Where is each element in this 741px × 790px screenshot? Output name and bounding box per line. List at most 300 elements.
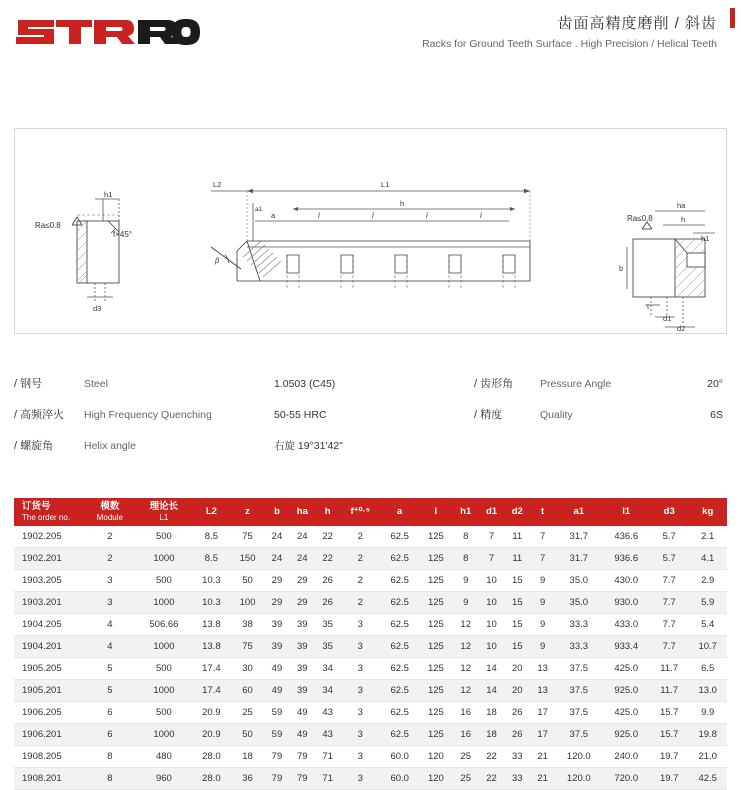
cell-order-no: 1905.205 <box>14 658 84 680</box>
table-cell: 15 <box>504 636 530 658</box>
table-cell: 34 <box>315 680 340 702</box>
table-cell: 50 <box>231 570 265 592</box>
table-row <box>14 768 727 790</box>
table-cell: 62.5 <box>380 658 418 680</box>
col-l2: L2 <box>192 498 230 526</box>
table-cell: 5 <box>84 658 136 680</box>
table-row <box>14 592 727 614</box>
table-row <box>14 724 727 746</box>
table-cell: 3 <box>340 724 380 746</box>
table-cell: 1000 <box>136 636 192 658</box>
table-cell: 24 <box>289 548 315 570</box>
table-cell: 3 <box>340 768 380 790</box>
table-cell: 62.5 <box>380 636 418 658</box>
table-cell: 35 <box>315 636 340 658</box>
cell-order-no: 1906.205 <box>14 702 84 724</box>
col-order-no-en: The order no. <box>22 512 71 522</box>
page-title-en: Racks for Ground Teeth Surface . High Precision / Helical Teeth <box>422 38 717 50</box>
technical-drawing-panel <box>14 128 727 334</box>
col-h: h <box>315 498 340 526</box>
table-cell: 10.3 <box>192 592 230 614</box>
table-cell: 925.0 <box>603 680 650 702</box>
table-cell: 62.5 <box>380 548 418 570</box>
table-cell: 430.0 <box>603 570 650 592</box>
table-cell: 35.0 <box>555 592 602 614</box>
col-l: l <box>419 498 453 526</box>
table-cell: 8 <box>453 526 479 548</box>
table-cell: 15.7 <box>650 702 688 724</box>
table-cell: 125 <box>419 614 453 636</box>
table-cell: 39 <box>289 636 315 658</box>
table-cell: 720.0 <box>603 768 650 790</box>
spec-row <box>14 406 727 422</box>
table-cell: 500 <box>136 570 192 592</box>
cell-order-no: 1903.201 <box>14 592 84 614</box>
table-cell: 71 <box>315 746 340 768</box>
table-cell: 62.5 <box>380 570 418 592</box>
spec-label-cn: / 钢号 <box>14 378 43 390</box>
svg-text:ha: ha <box>677 201 686 210</box>
table-cell: 37.5 <box>555 658 602 680</box>
cell-order-no: 1902.201 <box>14 548 84 570</box>
table-cell: 2.1 <box>688 526 727 548</box>
table-cell: 6 <box>84 724 136 746</box>
table-cell: 42.5 <box>688 768 727 790</box>
svg-text:h1: h1 <box>701 234 710 243</box>
spec-row <box>14 375 727 391</box>
spec-value: 右旋 19°31'42" <box>274 440 343 452</box>
table-cell: 26 <box>504 702 530 724</box>
svg-text:L2: L2 <box>213 180 222 189</box>
svg-text:h: h <box>681 215 686 224</box>
table-cell: 62.5 <box>380 702 418 724</box>
table-cell: 930.0 <box>603 592 650 614</box>
table-cell: 30 <box>231 658 265 680</box>
table-cell: 37.5 <box>555 702 602 724</box>
table-cell: 43 <box>315 702 340 724</box>
table-cell: 24 <box>289 526 315 548</box>
table-cell: 8.5 <box>192 548 230 570</box>
table-cell: 120 <box>419 768 453 790</box>
table-cell: 39 <box>289 680 315 702</box>
table-cell: 26 <box>504 724 530 746</box>
table-cell: 59 <box>265 702 290 724</box>
table-cell: 3 <box>84 570 136 592</box>
technical-drawing <box>15 129 726 333</box>
table-cell: 24 <box>265 548 290 570</box>
table-cell: 60.0 <box>380 746 418 768</box>
table-cell: 62.5 <box>380 526 418 548</box>
table-cell: 433.0 <box>603 614 650 636</box>
svg-text:b: b <box>619 264 624 273</box>
col-z: z <box>231 498 265 526</box>
table-cell: 29 <box>289 592 315 614</box>
table-cell: 14 <box>479 680 505 702</box>
table-cell: 37.5 <box>555 724 602 746</box>
table-cell: 1000 <box>136 592 192 614</box>
table-row <box>14 658 727 680</box>
table-cell: 33 <box>504 746 530 768</box>
specification-table <box>14 498 727 790</box>
svg-text:h: h <box>400 199 405 208</box>
table-cell: 9.9 <box>688 702 727 724</box>
table-cell: 1000 <box>136 680 192 702</box>
col-order-no-cn: 订货号 <box>22 501 51 512</box>
table-cell: 15 <box>504 570 530 592</box>
col-l1-en: L1 <box>159 512 169 522</box>
table-cell: 125 <box>419 526 453 548</box>
table-cell: 2 <box>84 548 136 570</box>
spec-label-en: Helix angle <box>84 440 136 452</box>
table-cell: 125 <box>419 702 453 724</box>
table-cell: 31.7 <box>555 548 602 570</box>
spec-label2-cn: / 齿形角 <box>474 378 514 390</box>
table-cell: 13 <box>530 658 555 680</box>
spec-value: 1.0503 (C45) <box>274 378 336 390</box>
table-cell: 10.7 <box>688 636 727 658</box>
table-cell: 17.4 <box>192 658 230 680</box>
table-cell: 11.7 <box>650 680 688 702</box>
table-cell: 22 <box>315 526 340 548</box>
table-cell: 7.7 <box>650 570 688 592</box>
table-cell: 13.0 <box>688 680 727 702</box>
svg-text:β: β <box>215 256 220 265</box>
table-cell: 16 <box>453 702 479 724</box>
table-header <box>14 498 727 526</box>
table-cell: 7.7 <box>650 636 688 658</box>
specifications-block <box>14 375 727 468</box>
table-cell: 33.3 <box>555 636 602 658</box>
table-cell: 2.9 <box>688 570 727 592</box>
table-cell: 22 <box>479 746 505 768</box>
page-title-cn: 齿面高精度磨削 / 斜齿 <box>557 15 717 32</box>
table-cell: 3 <box>340 702 380 724</box>
table-cell: 49 <box>265 680 290 702</box>
table-cell: 25 <box>231 702 265 724</box>
svg-text:Ra≤0.8: Ra≤0.8 <box>627 214 653 223</box>
table-cell: 15 <box>504 592 530 614</box>
table-cell: 120.0 <box>555 746 602 768</box>
table-cell: 925.0 <box>603 724 650 746</box>
table-cell: 425.0 <box>603 702 650 724</box>
table-cell: 35 <box>315 614 340 636</box>
table-cell: 25 <box>453 746 479 768</box>
table-cell: 125 <box>419 592 453 614</box>
table-cell: 11 <box>504 548 530 570</box>
table-cell: 125 <box>419 636 453 658</box>
table-cell: 26 <box>315 570 340 592</box>
table-cell: 13 <box>530 680 555 702</box>
table-cell: 18 <box>479 702 505 724</box>
table-cell: 7 <box>530 526 555 548</box>
table-cell: 500 <box>136 526 192 548</box>
table-row <box>14 746 727 768</box>
table-cell: 3 <box>340 680 380 702</box>
table-cell: 49 <box>289 724 315 746</box>
table-cell: 2 <box>84 526 136 548</box>
table-cell: 13.8 <box>192 636 230 658</box>
table-cell: 28.0 <box>192 746 230 768</box>
table-cell: 500 <box>136 702 192 724</box>
table-cell: 18 <box>231 746 265 768</box>
table-cell: 43 <box>315 724 340 746</box>
table-cell: 125 <box>419 548 453 570</box>
table-cell: 120.0 <box>555 768 602 790</box>
table-cell: 3 <box>340 614 380 636</box>
table-cell: 21 <box>530 768 555 790</box>
table-cell: 2 <box>340 548 380 570</box>
table-cell: 436.6 <box>603 526 650 548</box>
col-kg: kg <box>688 498 727 526</box>
table-cell: 31.7 <box>555 526 602 548</box>
table-cell: 60.0 <box>380 768 418 790</box>
table-cell: 7 <box>479 548 505 570</box>
svg-text:l: l <box>426 211 428 220</box>
col-h1: h1 <box>453 498 479 526</box>
table-cell: 20.9 <box>192 702 230 724</box>
table-cell: 9 <box>453 592 479 614</box>
table-cell: 125 <box>419 680 453 702</box>
spec-label-cn: / 高频淬火 <box>14 409 65 421</box>
table-cell: 15 <box>504 614 530 636</box>
table-cell: 17.4 <box>192 680 230 702</box>
table-cell: 5.4 <box>688 614 727 636</box>
svg-text:a1: a1 <box>255 206 263 213</box>
col-l1-cn: 理论长 <box>149 501 179 512</box>
table-cell: 3 <box>84 592 136 614</box>
table-cell: 79 <box>289 768 315 790</box>
table-cell: 39 <box>289 614 315 636</box>
table-cell: 425.0 <box>603 658 650 680</box>
table-cell: 4 <box>84 614 136 636</box>
cell-order-no: 1906.201 <box>14 724 84 746</box>
table-cell: 8 <box>84 768 136 790</box>
cell-order-no: 1903.205 <box>14 570 84 592</box>
col-a1: a1 <box>555 498 602 526</box>
table-cell: 17 <box>530 724 555 746</box>
col-b: b <box>265 498 290 526</box>
table-cell: 2 <box>340 570 380 592</box>
table-cell: 14 <box>479 658 505 680</box>
table-cell: 480 <box>136 746 192 768</box>
cell-order-no: 1908.201 <box>14 768 84 790</box>
table-row <box>14 702 727 724</box>
svg-text:l: l <box>318 211 320 220</box>
table-cell: 11 <box>504 526 530 548</box>
table-cell: 100 <box>231 592 265 614</box>
table-cell: 21.0 <box>688 746 727 768</box>
table-cell: 79 <box>265 746 290 768</box>
table-cell: 506.66 <box>136 614 192 636</box>
table-cell: 33.3 <box>555 614 602 636</box>
table-cell: 20 <box>504 658 530 680</box>
table-cell: 7.7 <box>650 592 688 614</box>
table-cell: 6 <box>84 702 136 724</box>
table-header-row <box>14 498 727 526</box>
spec-label2-cn: / 精度 <box>474 409 503 421</box>
table-row <box>14 570 727 592</box>
table-cell: 125 <box>419 658 453 680</box>
col-d1: d1 <box>479 498 505 526</box>
table-cell: 19.7 <box>650 768 688 790</box>
page-header <box>0 0 741 62</box>
table-cell: 6.5 <box>688 658 727 680</box>
cell-order-no: 1904.205 <box>14 614 84 636</box>
table-cell: 39 <box>265 636 290 658</box>
table-cell: 120 <box>419 746 453 768</box>
table-cell: 12 <box>453 680 479 702</box>
table-cell: 29 <box>289 570 315 592</box>
table-cell: 24 <box>265 526 290 548</box>
table-cell: 5 <box>84 680 136 702</box>
spec-label-en: High Frequency Quenching <box>84 409 212 421</box>
svg-text:h1: h1 <box>104 190 113 199</box>
table-row <box>14 548 727 570</box>
table-cell: 933.4 <box>603 636 650 658</box>
table-cell: 21 <box>530 746 555 768</box>
table-cell: 7.7 <box>650 614 688 636</box>
table-cell: 7 <box>530 548 555 570</box>
table-cell: 9 <box>530 570 555 592</box>
col-t: t <box>530 498 555 526</box>
table-cell: 1000 <box>136 548 192 570</box>
table-cell: 5.7 <box>650 548 688 570</box>
col-d2: d2 <box>504 498 530 526</box>
table-cell: 50 <box>231 724 265 746</box>
table-cell: 3 <box>340 746 380 768</box>
cell-order-no: 1905.201 <box>14 680 84 702</box>
table-cell: 3 <box>340 636 380 658</box>
table-cell: 240.0 <box>603 746 650 768</box>
table-cell: 15.7 <box>650 724 688 746</box>
table-cell: 9 <box>530 614 555 636</box>
table-cell: 5.7 <box>650 526 688 548</box>
header-title-block <box>422 12 717 50</box>
table-cell: 13.8 <box>192 614 230 636</box>
svg-text:L1: L1 <box>381 180 390 189</box>
table-cell: 11.7 <box>650 658 688 680</box>
table-cell: 19.7 <box>650 746 688 768</box>
table-cell: 37.5 <box>555 680 602 702</box>
table-cell: 39 <box>265 614 290 636</box>
col-l1b: l1 <box>603 498 650 526</box>
spec-row <box>14 437 727 453</box>
table-cell: 20 <box>504 680 530 702</box>
spec-label2-en: Pressure Angle <box>540 378 612 390</box>
table-cell: 29 <box>265 570 290 592</box>
table-cell: 25 <box>453 768 479 790</box>
table-cell: 19.8 <box>688 724 727 746</box>
col-order-no <box>14 498 84 526</box>
table-cell: 35.0 <box>555 570 602 592</box>
table-cell: 4 <box>84 636 136 658</box>
table-cell: 125 <box>419 724 453 746</box>
table-cell: 1000 <box>136 724 192 746</box>
specification-table-wrapper <box>14 498 727 790</box>
table-row <box>14 526 727 548</box>
header-accent-bar <box>730 8 735 28</box>
table-body <box>14 526 727 790</box>
table-cell: 10 <box>479 592 505 614</box>
table-cell: 500 <box>136 658 192 680</box>
table-cell: 960 <box>136 768 192 790</box>
table-cell: 936.6 <box>603 548 650 570</box>
spec-label-cn: / 螺旋角 <box>14 440 54 452</box>
table-cell: 12 <box>453 614 479 636</box>
table-cell: 3 <box>340 658 380 680</box>
table-cell: 79 <box>265 768 290 790</box>
table-cell: 9 <box>453 570 479 592</box>
table-cell: 10 <box>479 570 505 592</box>
table-cell: 12 <box>453 658 479 680</box>
col-f: f⁺⁰·⁵ <box>340 498 380 526</box>
spec-value2: 6S <box>710 409 723 421</box>
table-cell: 17 <box>530 702 555 724</box>
svg-text:f×45°: f×45° <box>113 230 132 239</box>
table-cell: 8 <box>453 548 479 570</box>
table-cell: 49 <box>289 702 315 724</box>
table-cell: 71 <box>315 768 340 790</box>
col-ha: ha <box>289 498 315 526</box>
cell-order-no: 1904.201 <box>14 636 84 658</box>
table-cell: 59 <box>265 724 290 746</box>
table-cell: 7 <box>479 526 505 548</box>
svg-text:d2: d2 <box>677 324 686 333</box>
svg-text:l: l <box>480 211 482 220</box>
col-module-en: Module <box>96 512 123 522</box>
table-cell: 5.9 <box>688 592 727 614</box>
table-cell: 75 <box>231 526 265 548</box>
svg-text:Ra≤0.8: Ra≤0.8 <box>35 221 61 230</box>
table-cell: 9 <box>530 636 555 658</box>
table-cell: 28.0 <box>192 768 230 790</box>
col-module <box>84 498 136 526</box>
table-cell: 10 <box>479 614 505 636</box>
table-cell: 62.5 <box>380 614 418 636</box>
cell-order-no: 1902.205 <box>14 526 84 548</box>
svg-text:t: t <box>647 302 650 311</box>
table-cell: 2 <box>340 592 380 614</box>
table-row <box>14 614 727 636</box>
table-cell: 10 <box>479 636 505 658</box>
table-cell: 10.3 <box>192 570 230 592</box>
table-cell: 22 <box>315 548 340 570</box>
table-cell: 18 <box>479 724 505 746</box>
table-cell: 79 <box>289 746 315 768</box>
table-cell: 8 <box>84 746 136 768</box>
table-cell: 33 <box>504 768 530 790</box>
table-cell: 16 <box>453 724 479 746</box>
spec-label-en: Steel <box>84 378 108 390</box>
svg-text:d1: d1 <box>663 314 672 323</box>
svg-text:l: l <box>372 211 374 220</box>
table-cell: 29 <box>265 592 290 614</box>
svg-text:a: a <box>271 211 276 220</box>
table-cell: 9 <box>530 592 555 614</box>
table-cell: 150 <box>231 548 265 570</box>
table-row <box>14 636 727 658</box>
table-cell: 49 <box>265 658 290 680</box>
table-cell: 38 <box>231 614 265 636</box>
col-a: a <box>380 498 418 526</box>
col-d3: d3 <box>650 498 688 526</box>
table-cell: 60 <box>231 680 265 702</box>
svg-text:d3: d3 <box>93 304 102 313</box>
table-cell: 36 <box>231 768 265 790</box>
table-cell: 125 <box>419 570 453 592</box>
table-cell: 8.5 <box>192 526 230 548</box>
col-l1 <box>136 498 192 526</box>
